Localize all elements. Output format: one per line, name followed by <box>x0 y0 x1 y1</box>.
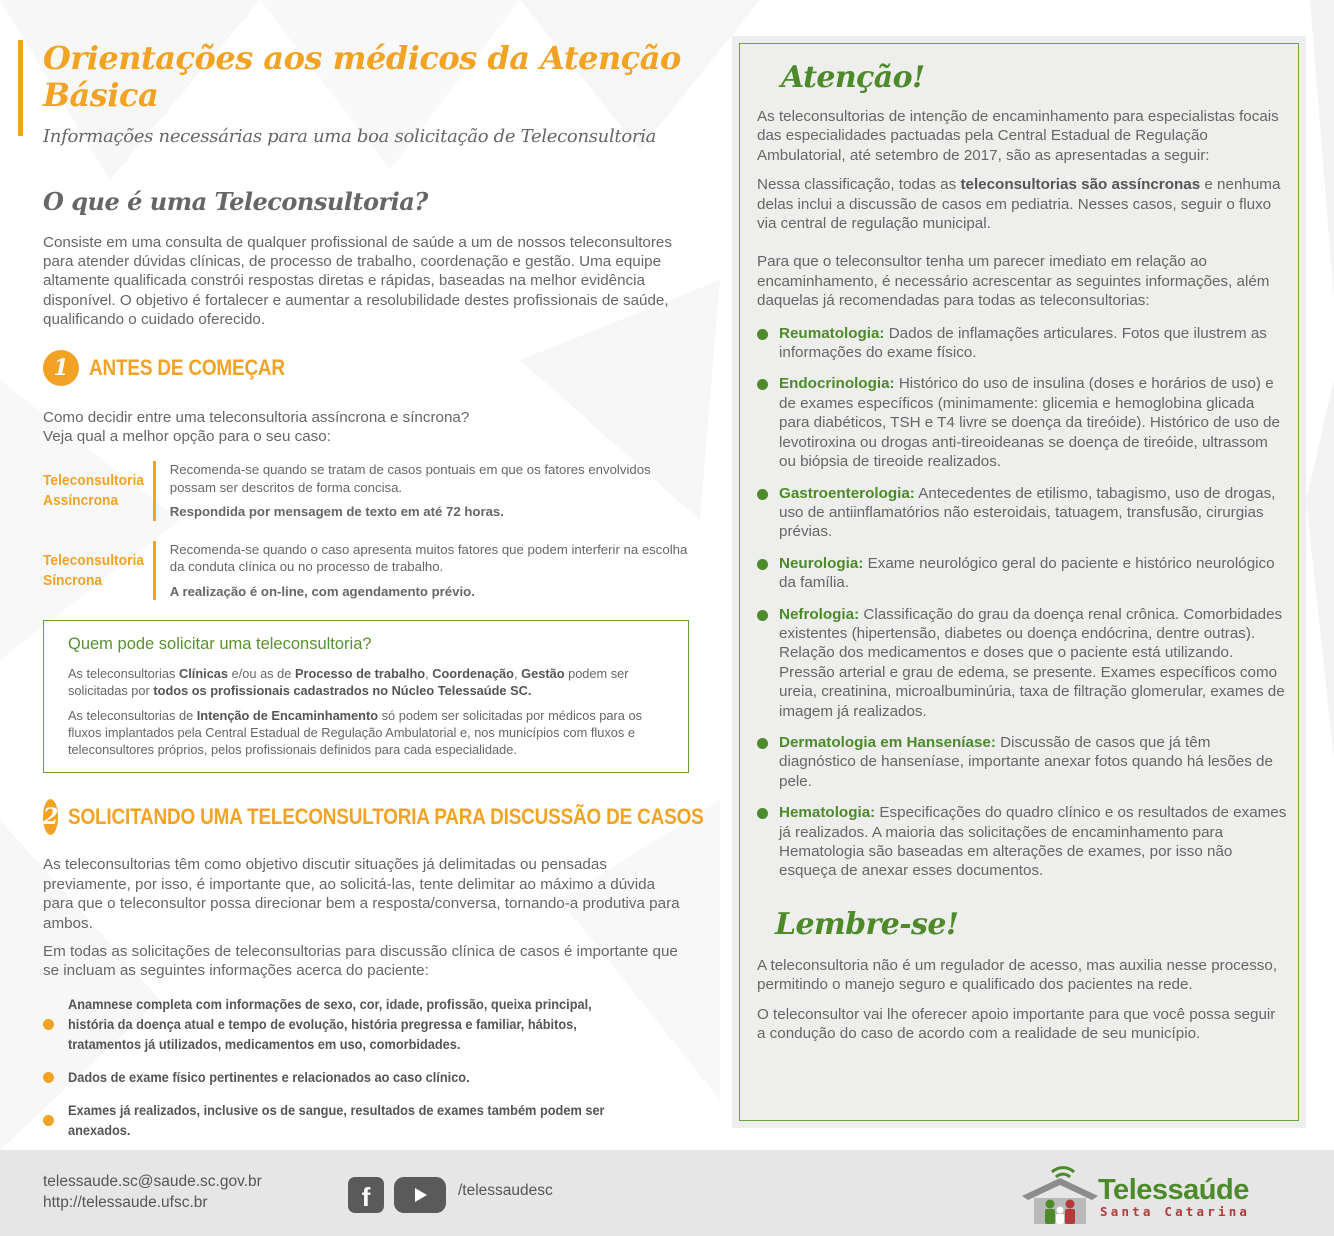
specialty-name: Dermatologia em Hanseníase: <box>779 733 996 751</box>
specialty-item <box>757 484 1287 542</box>
attention-p1: As teleconsultorias de intenção de encaminhamento para especialistas focais das especialidades pactuadas pela Central Estadual de Regulação Ambulatorial, até setembro de 2017, são as apresentadas a seguir: <box>757 108 1279 164</box>
specialty-text <box>779 803 1287 881</box>
step-1-header <box>43 350 689 386</box>
logo-house-icon <box>1020 1158 1100 1228</box>
type-sync-label-2: Síncrona <box>43 571 103 589</box>
type-async <box>43 461 689 521</box>
logo-subtitle: Santa Catarina <box>1100 1204 1251 1219</box>
qb-p1-b5: todos os profissionais cadastrados no Núcleo Telessaúde SC. <box>153 683 532 699</box>
specialty-item <box>757 605 1287 721</box>
type-async-label <box>43 461 144 521</box>
specialty-desc: Antecedentes de etilismo, tabagismo, uso de drogas, uso de antiinflamatórios não esteroidais, tatuagem, transfusão, cirurgias prévias. <box>779 484 1276 541</box>
who-can-request-title: Quem pode solicitar uma teleconsultoria? <box>68 635 372 654</box>
bullet-dot <box>757 379 768 390</box>
step-1-question-line2: Veja qual a melhor opção para o seu caso: <box>43 428 331 446</box>
qb-p1-t3: , <box>425 666 433 682</box>
step-1-title: ANTES DE COMEÇAR <box>89 354 285 380</box>
qb-p1-b4: Gestão <box>521 666 565 682</box>
title-accent-bar <box>18 40 23 136</box>
type-sync-label-1: Teleconsultoria <box>43 551 144 569</box>
step-2-badge: 2 <box>43 799 58 835</box>
footer-email[interactable]: telessaude.sc@saude.sc.gov.br <box>43 1173 262 1190</box>
social-icons <box>348 1177 446 1213</box>
qb-p1-t2: e/ou as de <box>228 666 295 682</box>
bullet-dot <box>757 329 768 340</box>
bullet-dot <box>757 738 768 749</box>
who-can-request-box <box>43 620 689 773</box>
attention-p3: Para que o teleconsultor tenha um parecer imediato em relação ao encaminhamento, é necessário acrescentar as seguintes informações, além daquelas já recomendadas para todas as teleconsultorias: <box>757 253 1270 310</box>
list-item <box>43 1068 689 1088</box>
specialty-desc: Histórico do uso de insulina (doses e horários de uso) e de exames específicos (minimamente: glicemia e hemoglobina glicada para diabéticos, TSH e T4 livre se doença da tireóide). Histórico de uso de levotiroxina ou drogas anti-tireoideanas se doença de tireóide, ultrassom ou biópsia de tireoide realizados. <box>779 375 1280 471</box>
qb-p1-b2: Processo de trabalho <box>294 666 426 682</box>
type-async-text: Recomenda-se quando se tratam de casos pontuais em que os fatores envolvidos possam ser descritos de forma concisa. <box>169 462 651 495</box>
specialty-desc: Exame neurológico geral do paciente e histórico neurológico da família. <box>779 554 1275 592</box>
specialty-name: Nefrologia: <box>779 605 860 623</box>
qb-p1-t1: As teleconsultorias <box>68 666 179 682</box>
specialty-text <box>779 733 1287 791</box>
attention-title: Atenção! <box>781 60 925 95</box>
bullet-dot <box>757 610 768 621</box>
type-async-label-1: Teleconsultoria <box>43 472 144 490</box>
specialty-text <box>779 324 1287 363</box>
specialty-item <box>757 733 1287 791</box>
type-async-description <box>153 461 689 521</box>
bullet-dot <box>43 1019 54 1030</box>
left-column <box>43 39 704 1187</box>
qb-p2-t2: só podem ser solicitadas por médicos para os fluxos implantados pela Central Estadual de Regulação Ambulatorial e, nos municípios com fluxos e teleconsultores próprios, pelos profissionais definidos para cada especialidade. <box>68 708 642 757</box>
specialty-text <box>779 484 1287 542</box>
bullet-dot <box>757 808 768 819</box>
page-subtitle: Informações necessárias para uma boa solicitação de Teleconsultoria <box>43 125 657 147</box>
list-item <box>43 995 689 1055</box>
specialty-desc: Especificações do quadro clínico e os resultados de exames já realizados. A maioria das solicitações de encaminhamento para Hematologia são baseadas em alterações de exames, por isso não esqueça de anexar esses documentos. <box>779 804 1287 880</box>
step-2-paragraph-2: Em todas as solicitações de teleconsultorias para discussão clínica de casos é importante que se incluam as seguintes informações acerca do paciente: <box>43 943 678 980</box>
list-item <box>43 1101 689 1141</box>
type-async-label-2: Assíncrona <box>43 492 119 510</box>
logo-name: Telessaúde <box>1098 1174 1249 1206</box>
who-can-request-p2 <box>68 708 664 758</box>
specialty-name: Gastroenterologia: <box>779 484 915 502</box>
bullet-dot <box>43 1072 54 1083</box>
specialty-name: Hematologia: <box>779 804 876 822</box>
specialty-text <box>779 374 1287 471</box>
remember-p1: A teleconsultoria não é um regulador de acesso, mas auxilia nesse processo, permitindo o manejo seguro e qualificado dos pacientes na rede. <box>757 956 1278 994</box>
specialty-item <box>757 324 1287 363</box>
patient-info-list <box>43 995 689 1174</box>
specialty-desc: Dados de inflamações articulares. Fotos que ilustrem as informações do exame físico. <box>779 324 1267 362</box>
intro-heading: O que é uma Teleconsultoria? <box>43 186 428 216</box>
specialty-text <box>779 554 1287 593</box>
step-2-header <box>43 799 704 835</box>
attention-p2-pre: Nessa classificação, todas as <box>757 176 961 194</box>
qb-p2-b1: Intenção de Encaminhamento <box>196 708 379 724</box>
attention-panel <box>757 60 1287 1043</box>
list-item-text: Exames já realizados, inclusive os de sangue, resultados de exames também podem ser anexados. <box>68 1102 605 1139</box>
step-2-title: SOLICITANDO UMA TELECONSULTORIA PARA DISCUSSÃO DE CASOS <box>68 804 704 830</box>
step-1-question <box>43 408 689 447</box>
intro-text: Consiste em uma consulta de qualquer profissional de saúde a um de nossos teleconsultores para atender dúvidas clínicas, de processo de trabalho, coordenação e gestão. Uma equipe altamente qualificada constrói respostas diretas e rápidas, baseadas na melhor evidência disponível. O objetivo é fortalecer e aumentar a resolubilidade destes profissionais de saúde, qualificando o cuidado oferecido. <box>43 233 672 329</box>
bullet-dot <box>43 1115 54 1126</box>
type-sync-note: A realização é on-line, com agendamento prévio. <box>169 583 475 599</box>
telessaude-logo <box>1020 1158 1320 1228</box>
bullet-dot <box>757 489 768 500</box>
remember-title: Lembre-se! <box>775 906 959 942</box>
step-1-question-line1: Como decidir entre uma teleconsultoria assíncrona e síncrona? <box>43 408 470 426</box>
attention-p2-post: e nenhuma delas inclui a discussão de casos em pediatria. Nesses casos, seguir o fluxo via central de regulação municipal. <box>757 176 1281 233</box>
type-sync-text: Recomenda-se quando o caso apresenta muitos fatores que podem interferir na escolha da conduta clínica ou no processo de trabalho. <box>169 541 688 575</box>
who-can-request-p1 <box>68 666 664 700</box>
footer-contacts <box>43 1171 262 1213</box>
specialty-item <box>757 374 1287 471</box>
list-item-text: Dados de exame físico pertinentes e relacionados ao caso clínico. <box>68 1069 470 1086</box>
specialty-name: Reumatologia: <box>779 324 885 342</box>
qb-p1-b1: Clínicas <box>178 666 229 682</box>
specialty-item <box>757 803 1287 881</box>
attention-p2-bold: teleconsultorias são assíncronas <box>960 176 1201 194</box>
youtube-icon[interactable] <box>394 1177 446 1213</box>
page-title: Orientações aos médicos da Atenção Básica <box>43 39 681 114</box>
type-sync-label <box>43 541 144 601</box>
specialty-item <box>757 554 1287 593</box>
specialty-name: Neurologia: <box>779 554 864 572</box>
specialty-desc: Discussão de casos que já têm diagnóstico de hanseníase, importante anexar fotos quando há lesões de pele. <box>779 733 1273 790</box>
specialty-name: Endocrinologia: <box>779 375 895 393</box>
qb-p1-t4: , <box>514 666 522 682</box>
facebook-icon[interactable]: f <box>348 1177 384 1213</box>
list-item-text: Anamnese completa com informações de sexo, cor, idade, profissão, queixa principal, história da doença atual e tempo de evolução, história pregressa e familiar, hábitos, tratamentos já utilizados, medicamentos em uso, comorbidades. <box>68 996 592 1053</box>
specialty-desc: Classificação do grau da doença renal crônica. Comorbidades existentes (hipertensão, diabetes ou doença endócrina, dentre outras). Relação dos medicamentos e doses que o paciente está utilizando. Pressão arterial e grau de edema, se presente. Exames específicos como ureia, creatinina, microalbuminúria, taxa de filtração glomerular, exames de imagem já realizados. <box>779 605 1285 720</box>
type-sync-description <box>153 541 689 601</box>
type-sync <box>43 541 689 601</box>
specialty-text <box>779 605 1287 721</box>
footer-website[interactable]: http://telessaude.ufsc.br <box>43 1194 208 1211</box>
step-1-badge: 1 <box>43 350 79 386</box>
social-handle[interactable]: /telessaudesc <box>458 1182 553 1199</box>
qb-p1-b3: Coordenação <box>432 666 514 682</box>
remember-p2: O teleconsultor vai lhe oferecer apoio importante para que você possa seguir a condução do caso de acordo com a realidade de seu município. <box>757 1005 1276 1043</box>
type-async-note: Respondida por mensagem de texto em até 72 horas. <box>169 504 504 520</box>
step-2-paragraph-1: As teleconsultorias têm como objetivo discutir situações já delimitadas ou pensadas previamente, por isso, é importante que, ao solicitá-las, tente delimitar ao máximo a dúvida para que o teleconsultor possa direcionar bem a resposta/conversa, tornando-a produtiva para ambos. <box>43 856 680 932</box>
qb-p1-t5: podem ser solicitadas por <box>68 666 629 699</box>
bullet-dot <box>757 559 768 570</box>
qb-p2-t1: As teleconsultorias de <box>68 708 197 724</box>
attention-p2 <box>757 175 1287 233</box>
